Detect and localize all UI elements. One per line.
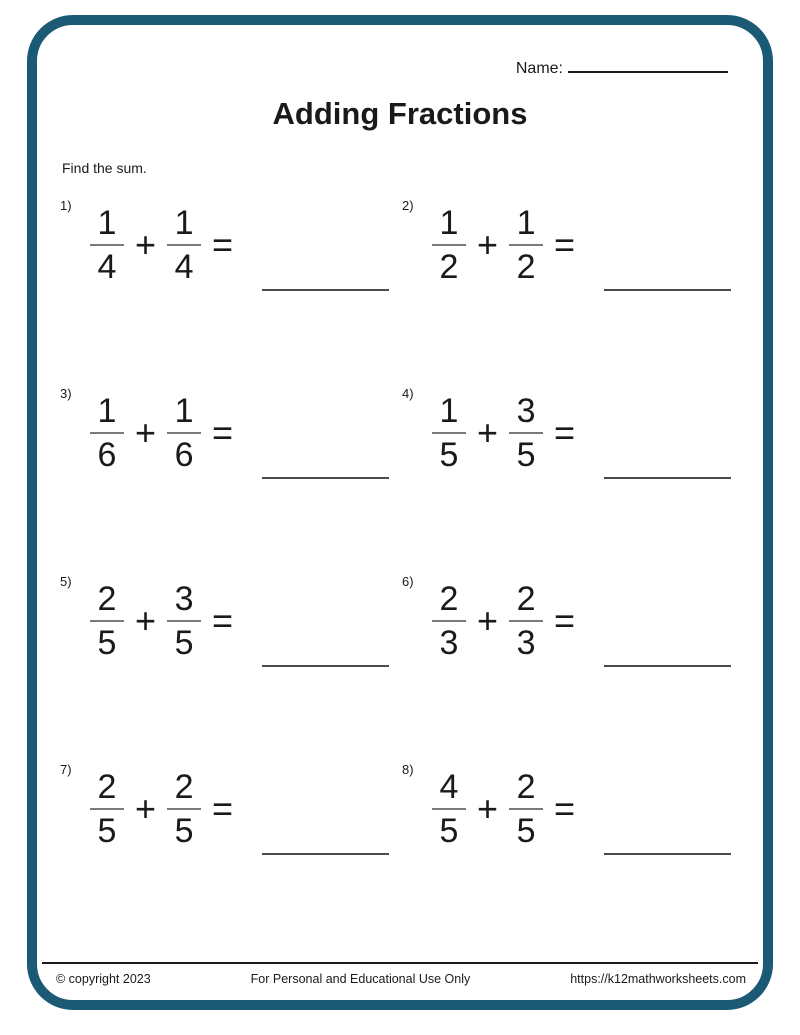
fraction-bar xyxy=(509,620,543,622)
problem-number: 7) xyxy=(60,762,72,777)
fraction-a-denominator: 3 xyxy=(439,624,459,662)
problem-4 xyxy=(402,386,750,574)
fraction-a-numerator: 1 xyxy=(439,392,459,430)
fraction-a-numerator: 1 xyxy=(439,204,459,242)
fraction-b-numerator: 2 xyxy=(516,768,536,806)
fraction-a-numerator: 2 xyxy=(439,580,459,618)
equation xyxy=(432,198,731,284)
fraction-a-numerator: 2 xyxy=(97,580,117,618)
equals-sign: = xyxy=(212,600,234,641)
equation xyxy=(90,762,389,848)
equation xyxy=(90,386,389,472)
problem-5 xyxy=(60,574,402,762)
equals-sign: = xyxy=(212,412,234,453)
answer-blank xyxy=(262,477,389,479)
equals-sign: = xyxy=(212,224,234,265)
fraction-a xyxy=(432,206,466,284)
answer-blank xyxy=(604,665,731,667)
fraction-a xyxy=(432,394,466,472)
problem-7 xyxy=(60,762,402,950)
fraction-a-numerator: 1 xyxy=(97,392,117,430)
problem-3 xyxy=(60,386,402,574)
footer-url: https://k12mathworksheets.com xyxy=(570,972,746,986)
fraction-b-denominator: 5 xyxy=(174,624,194,662)
equation xyxy=(432,574,731,660)
fraction-bar xyxy=(90,620,124,622)
fraction-b-numerator: 1 xyxy=(174,392,194,430)
fraction-bar xyxy=(90,244,124,246)
plus-sign: + xyxy=(477,412,499,453)
fraction-a-denominator: 2 xyxy=(439,248,459,286)
fraction-b-numerator: 2 xyxy=(174,768,194,806)
plus-sign: + xyxy=(135,600,157,641)
fraction-bar xyxy=(167,244,201,246)
fraction-b-denominator: 3 xyxy=(516,624,536,662)
problem-number: 6) xyxy=(402,574,414,589)
fraction-a-denominator: 4 xyxy=(97,248,117,286)
fraction-b-denominator: 5 xyxy=(516,812,536,850)
fraction-b-numerator: 3 xyxy=(516,392,536,430)
page-title: Adding Fractions xyxy=(272,96,528,131)
fraction-bar xyxy=(167,808,201,810)
fraction-b xyxy=(509,770,543,848)
footer-usage: For Personal and Educational Use Only xyxy=(250,972,471,986)
problem-6 xyxy=(402,574,750,762)
problem-number: 1) xyxy=(60,198,72,213)
fraction-b-denominator: 4 xyxy=(174,248,194,286)
fraction-bar xyxy=(90,432,124,434)
fraction-b xyxy=(167,394,201,472)
fraction-a-denominator: 5 xyxy=(439,812,459,850)
name-label: Name: xyxy=(515,60,563,77)
fraction-bar xyxy=(509,808,543,810)
answer-blank xyxy=(604,477,731,479)
name-row xyxy=(516,58,728,78)
problem-8 xyxy=(402,762,750,950)
fraction-a-denominator: 5 xyxy=(97,812,117,850)
fraction-bar xyxy=(90,808,124,810)
fraction-b-numerator: 1 xyxy=(516,204,536,242)
fraction-b xyxy=(167,206,201,284)
fraction-bar xyxy=(432,432,466,434)
fraction-a-numerator: 2 xyxy=(97,768,117,806)
fraction-b-denominator: 2 xyxy=(516,248,536,286)
fraction-bar xyxy=(432,244,466,246)
problem-number: 4) xyxy=(402,386,414,401)
fraction-bar xyxy=(509,244,543,246)
fraction-a xyxy=(432,770,466,848)
plus-sign: + xyxy=(135,412,157,453)
fraction-b-denominator: 5 xyxy=(174,812,194,850)
fraction-b xyxy=(167,770,201,848)
equals-sign: = xyxy=(554,412,576,453)
fraction-b-numerator: 1 xyxy=(174,204,194,242)
footer xyxy=(56,972,746,986)
fraction-b-numerator: 3 xyxy=(174,580,194,618)
fraction-bar xyxy=(432,620,466,622)
problem-number: 3) xyxy=(60,386,72,401)
plus-sign: + xyxy=(477,788,499,829)
answer-blank xyxy=(262,665,389,667)
answer-blank xyxy=(262,853,389,855)
fraction-a xyxy=(90,394,124,472)
plus-sign: + xyxy=(135,224,157,265)
answer-blank xyxy=(604,853,731,855)
equation xyxy=(90,574,389,660)
fraction-bar xyxy=(432,808,466,810)
fraction-b xyxy=(509,394,543,472)
fraction-a-numerator: 1 xyxy=(97,204,117,242)
name-line xyxy=(568,58,728,73)
problems-grid xyxy=(60,198,750,950)
equals-sign: = xyxy=(554,224,576,265)
fraction-a xyxy=(432,582,466,660)
problem-number: 2) xyxy=(402,198,414,213)
equation xyxy=(432,386,731,472)
fraction-bar xyxy=(167,432,201,434)
problem-2 xyxy=(402,198,750,386)
problem-number: 8) xyxy=(402,762,414,777)
fraction-a-denominator: 6 xyxy=(97,436,117,474)
fraction-a xyxy=(90,770,124,848)
problem-1 xyxy=(60,198,402,386)
fraction-bar xyxy=(509,432,543,434)
equation xyxy=(90,198,389,284)
fraction-a-numerator: 4 xyxy=(439,768,459,806)
fraction-b-denominator: 5 xyxy=(516,436,536,474)
footer-divider xyxy=(42,962,758,964)
equals-sign: = xyxy=(554,788,576,829)
plus-sign: + xyxy=(477,600,499,641)
plus-sign: + xyxy=(135,788,157,829)
fraction-b xyxy=(509,206,543,284)
plus-sign: + xyxy=(477,224,499,265)
fraction-b xyxy=(167,582,201,660)
fraction-a xyxy=(90,582,124,660)
fraction-b xyxy=(509,582,543,660)
fraction-b-denominator: 6 xyxy=(174,436,194,474)
equals-sign: = xyxy=(554,600,576,641)
equals-sign: = xyxy=(212,788,234,829)
answer-blank xyxy=(604,289,731,291)
footer-copyright: © copyright 2023 xyxy=(56,972,151,986)
fraction-a-denominator: 5 xyxy=(97,624,117,662)
fraction-a-denominator: 5 xyxy=(439,436,459,474)
equation xyxy=(432,762,731,848)
instruction-text: Find the sum. xyxy=(62,160,147,176)
fraction-a xyxy=(90,206,124,284)
answer-blank xyxy=(262,289,389,291)
problem-number: 5) xyxy=(60,574,72,589)
fraction-b-numerator: 2 xyxy=(516,580,536,618)
fraction-bar xyxy=(167,620,201,622)
